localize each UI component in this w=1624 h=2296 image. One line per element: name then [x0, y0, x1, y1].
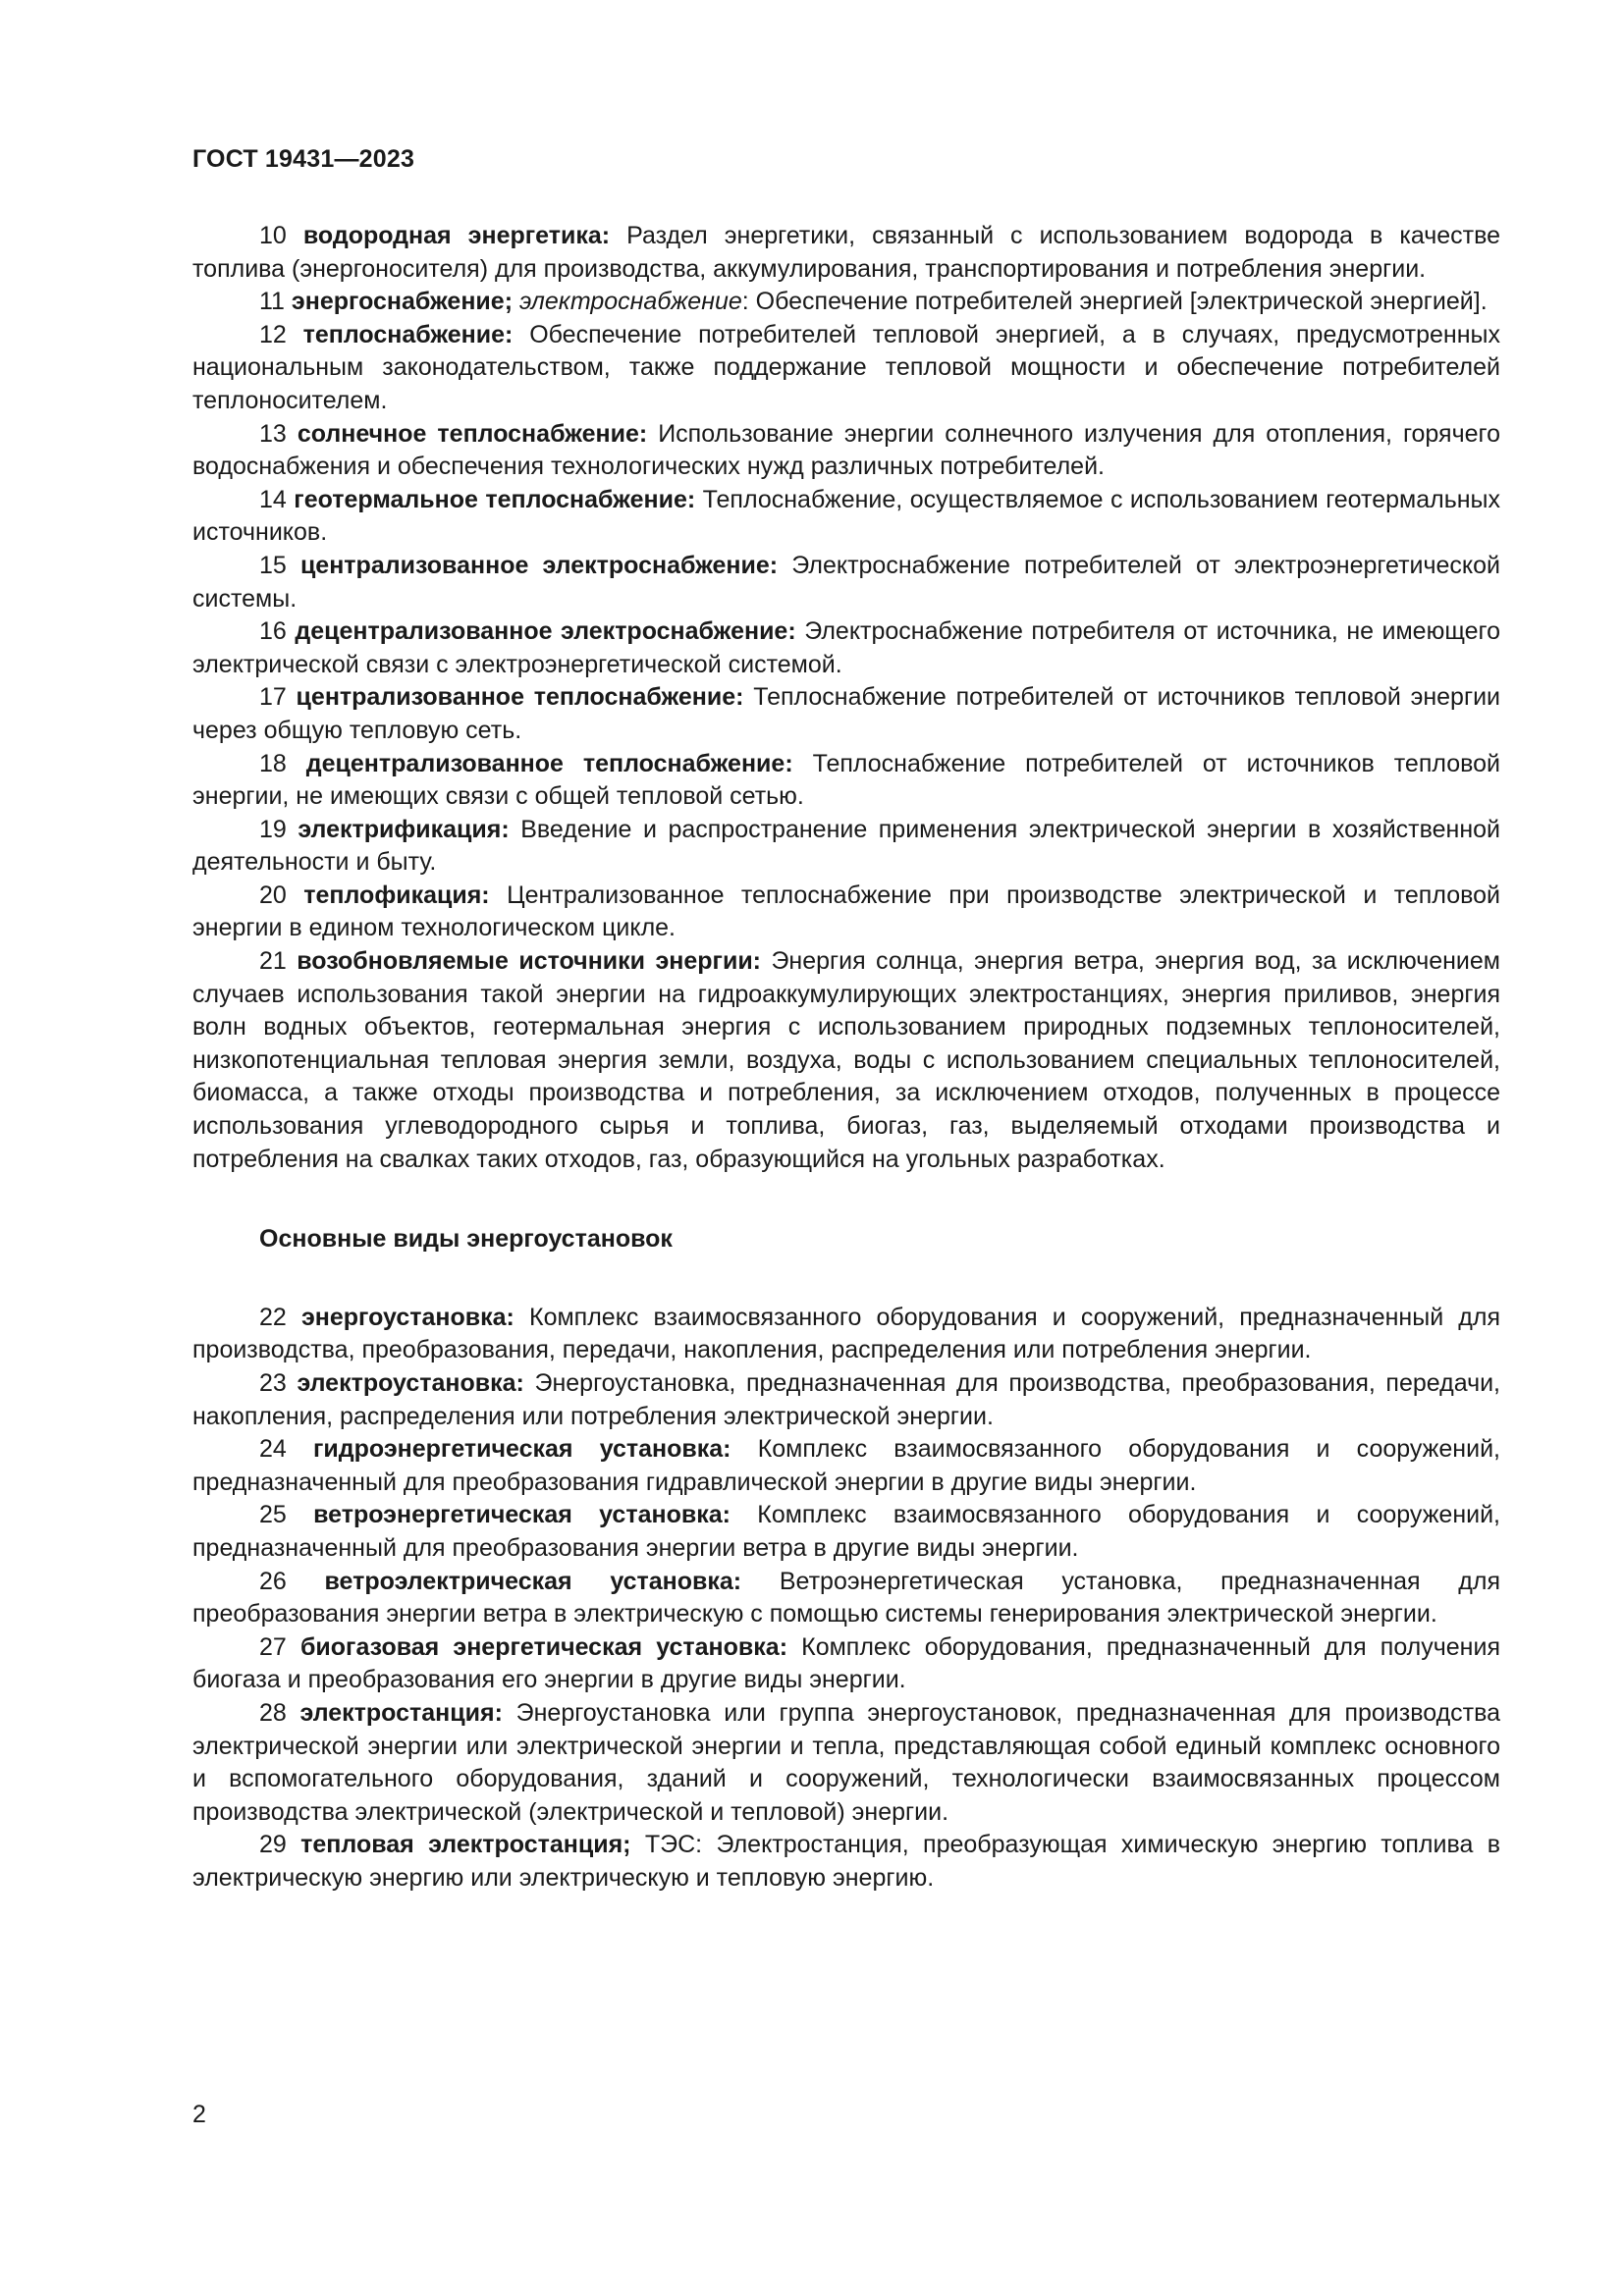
- term-name: ветроэлектрическая установка:: [324, 1567, 742, 1595]
- term-definition: : Обеспечение потребителей энергией [электрической энергией].: [741, 288, 1488, 316]
- term-synonym: электроснабжение: [518, 288, 742, 316]
- term-name: электрификация:: [298, 815, 510, 843]
- term-name: водородная энергетика:: [302, 222, 611, 249]
- term-definition: Ветроэнергетическая установка, предназначенная для преобразования энергии ветра в электрическую с помощью системы генерирования электрической энергии.: [192, 1567, 1500, 1629]
- term-definition: Теплоснабжение потребителей от источников тепловой энергии, не имеющих связи с общей тепловой сетью.: [192, 749, 1500, 811]
- term-name: теплофикация:: [303, 881, 490, 909]
- term-number: 24: [259, 1435, 287, 1464]
- term-name: децентрализованное электроснабжение:: [295, 617, 796, 646]
- term-number: 13: [259, 419, 287, 448]
- term-name: энергоустановка:: [300, 1303, 514, 1331]
- term-definition: Энергия солнца, энергия ветра, энергия вод, за исключением случаев использования такой энергии на гидроаккумулирующих электростанциях, энергия приливов, энергия волн водных объектов, геотермальная энергия с использованием природных подземных теплоносителей, низкопотенциальная тепловая энергия земли, воздуха, воды с использованием специальных теплоносителей, биомасса, а также отходы производства и потребления, за исключением отходов, полученных в процессе использования углеводородного сырья и топлива, биогаз, газ, выделяемый отходами производства и потребления на свалках таких отходов, газ, образующийся на угольных разработках.: [192, 947, 1500, 1173]
- term-name: электростанция:: [299, 1698, 503, 1727]
- term-number: 19: [259, 815, 287, 843]
- term-number: 14: [259, 485, 287, 513]
- term-number: 26: [259, 1567, 287, 1595]
- term-entry: [192, 550, 1500, 615]
- term-definition: Теплоснабжение потребителей от источников тепловой энергии через общую тепловую сеть.: [192, 683, 1500, 744]
- term-entry: [192, 319, 1500, 418]
- term-definition: Централизованное теплоснабжение при производстве электрической и тепловой энергии в едином технологическом цикле.: [192, 881, 1500, 942]
- terms-list-general: [192, 220, 1500, 1176]
- term-definition: Комплекс оборудования, предназначенный для получения биогаза и преобразования его энергии в другие виды энергии.: [192, 1632, 1500, 1694]
- term-entry: [192, 286, 1500, 319]
- term-entry: [192, 615, 1500, 681]
- term-entry: [192, 484, 1500, 550]
- term-entry: [192, 880, 1500, 945]
- term-entry: [192, 1433, 1500, 1499]
- term-number: 17: [259, 683, 287, 712]
- term-number: 25: [259, 1501, 287, 1529]
- term-definition: Обеспечение потребителей тепловой энергией, а в случаях, предусмотренных национальным законодательством, также поддержание тепловой мощности и обеспечение потребителей теплоносителем.: [192, 320, 1500, 414]
- term-entry: [192, 418, 1500, 484]
- term-entry: [192, 945, 1500, 1176]
- term-number: 22: [259, 1303, 287, 1331]
- term-number: 15: [259, 551, 287, 579]
- term-entry: [192, 748, 1500, 814]
- term-name: теплоснабжение:: [302, 320, 514, 348]
- term-number: 21: [259, 947, 287, 976]
- term-entry: [192, 681, 1500, 747]
- term-number: 18: [259, 749, 287, 777]
- term-number: 28: [259, 1698, 287, 1727]
- term-definition: Электростанция, преобразующая химическую энергию топлива в электрическую энергию или электрическую и тепловую энергию.: [192, 1831, 1500, 1892]
- term-number: 20: [259, 881, 287, 909]
- term-entry: [192, 1631, 1500, 1697]
- term-number: 11: [259, 288, 285, 316]
- term-name: возобновляемые источники энергии:: [297, 947, 762, 976]
- term-definition: Комплекс взаимосвязанного оборудования и сооружений, предназначенный для производства, преобразования, передачи, накопления, распределения или потребления энергии.: [192, 1303, 1501, 1364]
- term-name: электроустановка:: [297, 1369, 524, 1397]
- term-definition: Использование энергии солнечного излучения для отопления, горячего водоснабжения и обеспечения технологических нужд различных потребителей.: [192, 419, 1500, 481]
- term-definition: Комплекс взаимосвязанного оборудования и сооружений, предназначенный для преобразования гидравлической энергии в другие виды энергии.: [192, 1435, 1500, 1496]
- term-entry: [192, 1499, 1500, 1565]
- term-number: 12: [259, 320, 287, 348]
- term-definition: Электроснабжение потребителя от источника, не имеющего электрической связи с электроэнергетической системой.: [192, 617, 1501, 678]
- term-entry: [192, 1829, 1500, 1895]
- term-entry: [192, 1697, 1500, 1829]
- term-definition: Теплоснабжение, осуществляемое с использованием геотермальных источников.: [192, 485, 1500, 547]
- term-definition: Энергоустановка или группа энергоустановок, предназначенная для производства электрической энергии или электрической энергии и тепла, представляющая собой единый комплекс основного и вспомогательного оборудования, зданий и сооружений, технологически взаимосвязанных процессом производства электрической (электрической и тепловой) энергии.: [192, 1698, 1501, 1826]
- term-number: 10: [259, 222, 287, 249]
- term-entry: [192, 1367, 1500, 1433]
- terms-list-installations: [192, 1302, 1500, 1896]
- term-name: ветроэнергетическая установка:: [313, 1501, 731, 1529]
- term-abbreviation: ТЭС:: [644, 1831, 703, 1859]
- term-name: солнечное теплоснабжение:: [297, 419, 648, 448]
- term-name: гидроэнергетическая установка:: [312, 1435, 731, 1464]
- term-definition: Раздел энергетики, связанный с использованием водорода в качестве топлива (энергоносителя) для производства, аккумулирования, транспортирования и потребления энергии.: [192, 222, 1500, 283]
- term-entry: [192, 1302, 1500, 1367]
- term-name: геотермальное теплоснабжение:: [294, 485, 696, 513]
- term-number: 23: [259, 1369, 287, 1397]
- term-entry: [192, 1566, 1500, 1631]
- term-number: 27: [259, 1632, 287, 1661]
- term-name: тепловая электростанция;: [300, 1831, 631, 1859]
- section-heading: Основные виды энергоустановок: [259, 1225, 673, 1254]
- page-number: 2: [192, 2101, 206, 2128]
- document-body: [192, 220, 1500, 1896]
- term-name: энергоснабжение;: [291, 288, 514, 316]
- term-name: централизованное теплоснабжение:: [296, 683, 744, 712]
- term-number: 29: [259, 1831, 287, 1859]
- term-number: 16: [259, 617, 287, 646]
- document-header: ГОСТ 19431—2023: [192, 145, 415, 173]
- term-definition: Энергоустановка, предназначенная для производства, преобразования, передачи, накопления, распределения или потребления электрической энергии.: [192, 1369, 1501, 1430]
- term-name: биогазовая энергетическая установка:: [299, 1632, 788, 1661]
- term-name: централизованное электроснабжение:: [299, 551, 779, 579]
- term-definition: Электроснабжение потребителей от электроэнергетической системы.: [192, 551, 1500, 613]
- term-name: децентрализованное теплоснабжение:: [305, 749, 793, 777]
- term-entry: [192, 814, 1500, 880]
- term-entry: [192, 220, 1500, 286]
- term-definition: Введение и распространение применения электрической энергии в хозяйственной деятельности и быту.: [192, 815, 1500, 877]
- term-definition: Комплекс взаимосвязанного оборудования и сооружений, предназначенный для преобразования энергии ветра в другие виды энергии.: [192, 1501, 1500, 1562]
